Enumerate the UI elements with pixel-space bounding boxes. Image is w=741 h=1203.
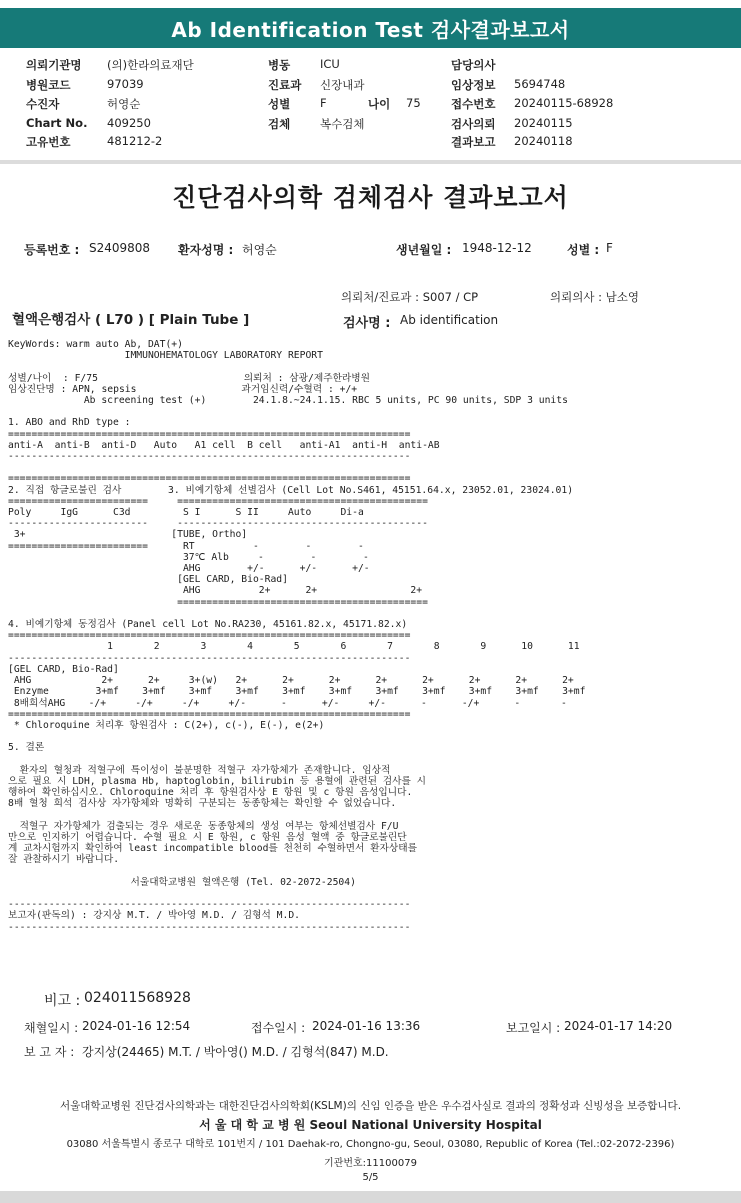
report-line: 8배희석AHG -/+ -/+ -/+ +/- - +/- +/- - -/+ - -	[8, 697, 567, 709]
divider	[0, 160, 741, 164]
meta-key: 병동	[268, 58, 291, 72]
dob-label: 생년월일 :	[396, 243, 452, 257]
meta-value: 20240115	[514, 116, 573, 130]
meta-key: 성별	[268, 97, 291, 111]
report-line: 만으로 인지하기 어렵습니다. 수혈 필요 시 E 항원, c 항원 음성 혈액 중 항글로불린단	[8, 831, 407, 843]
meta-value: 신장내과	[320, 78, 365, 92]
report-line: ---------------------------------------------------------------------	[8, 652, 411, 664]
meta-key: 나이	[368, 97, 391, 111]
report-line: 2. 직접 항글로불린 검사 3. 비예기항체 선별검사 (Cell Lot No.S461, 45151.64.x, 23052.01, 23024.01)	[8, 484, 574, 496]
meta-value: 75	[406, 96, 421, 110]
report-line: 1 2 3 4 5 6 7 8 9 10 11	[8, 641, 580, 653]
bottom-band	[0, 1191, 741, 1203]
report-date-label: 보고일시 :	[506, 1021, 561, 1035]
report-line: AHG 2+ 2+ 2+	[8, 585, 423, 597]
report-line: 1. ABO and RhD type :	[8, 417, 131, 429]
meta-key: 병원코드	[26, 78, 71, 92]
meta-value: 허영순	[107, 97, 141, 111]
reg-value: S2409808	[89, 241, 151, 255]
reg-label: 등록번호 :	[24, 243, 80, 257]
reporter-value: 강지상(24465) M.T. / 박아영() M.D. / 김형석(847) M.D.	[82, 1045, 389, 1059]
certification-text: 서울대학교병원 진단검사의학과는 대한진단검사의학회(KSLM)의 신임 인증을 받은 우수검사실로 결과의 정확성과 신빙성을 보증합니다.	[59, 1100, 682, 1112]
report-line: ===========================================	[8, 596, 428, 608]
report-line: =====================================================================	[8, 630, 411, 642]
report-line: 임상진단명 : APN, sepsis 과거임신력/수혈력 : +/+	[8, 383, 358, 395]
doctor-info: 의뢰의사 : 남소영	[550, 290, 639, 304]
test-value: Ab identification	[400, 313, 499, 327]
report-line: 37℃ Alb - - -	[8, 551, 369, 563]
report-line: 8배 혈청 희석 검사상 자가항체와 명확히 구분되는 동종항체는 확인할 수 없었습니다.	[8, 798, 397, 810]
meta-value: 복수검체	[320, 117, 365, 131]
report-line: 5. 결론	[8, 742, 45, 754]
meta-key: 수진자	[26, 97, 60, 111]
report-line: =====================================================================	[8, 708, 411, 720]
report-line: * Chloroquine 처리후 항원검사 : C(2+), c(-), E(-), e(2+)	[8, 719, 325, 731]
meta-key: 임상정보	[451, 78, 496, 92]
report-line	[8, 866, 733, 877]
report-line: ---------------------------------------------------------------------	[8, 451, 411, 463]
meta-key: 담당의사	[451, 58, 496, 72]
page-number: 5/5	[362, 1172, 379, 1183]
report-line: 으로 필요 시 LDH, plasma Hb, haptoglobin, bilirubin 등 용혈에 관련된 검사를 시	[8, 775, 427, 787]
collect-label: 채혈일시 :	[24, 1021, 79, 1035]
report-line: ======================== ===========================================	[8, 495, 428, 507]
hospital-name: 서 울 대 학 교 병 원 Seoul National University Hospital	[199, 1118, 542, 1132]
meta-value: 481212-2	[107, 134, 163, 148]
report-line: anti-A anti-B anti-D Auto A1 cell B cell anti-A1 anti-H anti-AB	[8, 439, 440, 451]
report-line: 서울대학교병원 혈액은행 (Tel. 02-2072-2504)	[8, 876, 356, 888]
report-line	[8, 361, 733, 372]
report-line: ------------------------ -------------------------------------------	[8, 518, 428, 530]
report-line: 환자의 혈청과 적혈구에 특이성이 불분명한 적혈구 자가항체가 존재합니다. 임상적	[8, 764, 391, 776]
report-line	[8, 810, 733, 821]
report-line: ---------------------------------------------------------------------	[8, 921, 411, 933]
report-line	[8, 608, 733, 619]
report-line	[8, 888, 733, 899]
meta-key: 접수번호	[451, 97, 496, 111]
meta-key: 고유번호	[26, 135, 71, 149]
collect-value: 2024-01-16 12:54	[82, 1019, 191, 1033]
report-line	[8, 462, 733, 473]
report-line: =====================================================================	[8, 428, 411, 440]
report-line: [GEL CARD, Bio-Rad]	[8, 663, 119, 675]
test-label: 검사명 :	[343, 316, 391, 331]
name-value: 허영순	[242, 243, 277, 257]
report-line: 계 교차시험까지 확인하여 least incompatible blood를 천천히 수혈하면서 환자상태를	[8, 843, 417, 855]
report-line	[8, 754, 733, 765]
report-line	[8, 406, 733, 417]
report-line: 행하여 확인하십시오. Chloroquine 처리 후 항원검사상 E 항원 및 c 항원 음성입니다.	[8, 787, 413, 799]
comment-label: 비고 :	[44, 993, 81, 1009]
dept-info: 의뢰처/진료과 : S007 / CP	[341, 290, 479, 304]
meta-value: 20240115-68928	[514, 96, 614, 110]
specimen-title: 혈액은행검사 ( L70 ) [ Plain Tube ]	[12, 312, 250, 328]
sex-value: F	[606, 241, 613, 255]
dob-value: 1948-12-12	[462, 241, 532, 255]
meta-key: 진료과	[268, 78, 302, 92]
report-line: Ab screening test (+) 24.1.8.~24.1.15. RBC 5 units, PC 90 units, SDP 3 units	[8, 395, 568, 407]
report-line: 성별/나이 : F/75 의뢰처 : 삼광/제주한라병원	[8, 372, 371, 384]
report-line: AHG 2+ 2+ 3+(w) 2+ 2+ 2+ 2+ 2+ 2+ 2+ 2+	[8, 675, 574, 687]
meta-key: 검체	[268, 117, 291, 131]
report-line: 4. 비예기항체 동정검사 (Panel cell Lot No.RA230, 45161.82.x, 45171.82.x)	[8, 619, 408, 631]
comment-value: 024011568928	[84, 990, 191, 1006]
report-line: IMMUNOHEMATOLOGY LABORATORY REPORT	[8, 350, 323, 362]
meta-info	[0, 0, 741, 160]
report-header-title: Ab Identification Test 검사결과보고서	[0, 8, 741, 48]
meta-value: F	[320, 96, 327, 110]
report-body	[8, 339, 733, 933]
receipt-value: 2024-01-16 13:36	[312, 1019, 421, 1033]
meta-value: (의)한라의료재단	[107, 58, 194, 72]
institution-number: 기관번호:11100079	[324, 1158, 417, 1169]
report-line: KeyWords: warm auto Ab, DAT(+)	[8, 339, 183, 350]
report-line: 보고자(판독의) : 강지상 M.T. / 박아영 M.D. / 김형석 M.D.	[8, 910, 301, 922]
report-line: 3+ [TUBE, Ortho]	[8, 529, 248, 541]
meta-key: 결과보고	[451, 135, 496, 149]
report-date-value: 2024-01-17 14:20	[564, 1019, 673, 1033]
report-title: 진단검사의학 검체검사 결과보고서	[172, 183, 569, 212]
name-label: 환자성명 :	[178, 243, 234, 257]
report-line: 적혈구 자가항체가 검출되는 경우 새로운 동종항체의 생성 여부는 항체선별검사 F/U	[8, 820, 399, 832]
report-line: =====================================================================	[8, 473, 411, 485]
report-line: Poly IgG C3d S I S II Auto Di-a	[8, 507, 364, 519]
meta-value: 5694748	[514, 77, 566, 91]
meta-value: 97039	[107, 77, 144, 91]
meta-value: ICU	[320, 57, 340, 71]
meta-value: 20240118	[514, 134, 573, 148]
meta-key: 의뢰기관명	[26, 58, 82, 72]
report-line: ======================== RT - - -	[8, 540, 364, 552]
report-line: Enzyme 3+mf 3+mf 3+mf 3+mf 3+mf 3+mf 3+mf 3+mf 3+mf 3+mf 3+mf	[8, 686, 586, 698]
meta-key: 검사의뢰	[451, 117, 496, 131]
report-line	[8, 731, 733, 742]
report-line: AHG +/- +/- +/-	[8, 563, 370, 575]
report-line: ---------------------------------------------------------------------	[8, 899, 411, 911]
meta-value: 409250	[107, 116, 151, 130]
report-line: 잘 관찰하시기 바랍니다.	[8, 854, 120, 866]
receipt-label: 접수일시 :	[251, 1021, 306, 1035]
meta-key: Chart No.	[26, 116, 88, 130]
report-line: [GEL CARD, Bio-Rad]	[8, 574, 288, 586]
sex-label: 성별 :	[567, 243, 600, 257]
reporter-label: 보 고 자 :	[24, 1045, 75, 1059]
hospital-address: 03080 서울특별시 종로구 대학로 101번지 / 101 Daehak-ro, Chongno-gu, Seoul, 03080, Republic of Korea (Tel.:02-2072-2396)	[66, 1139, 675, 1150]
